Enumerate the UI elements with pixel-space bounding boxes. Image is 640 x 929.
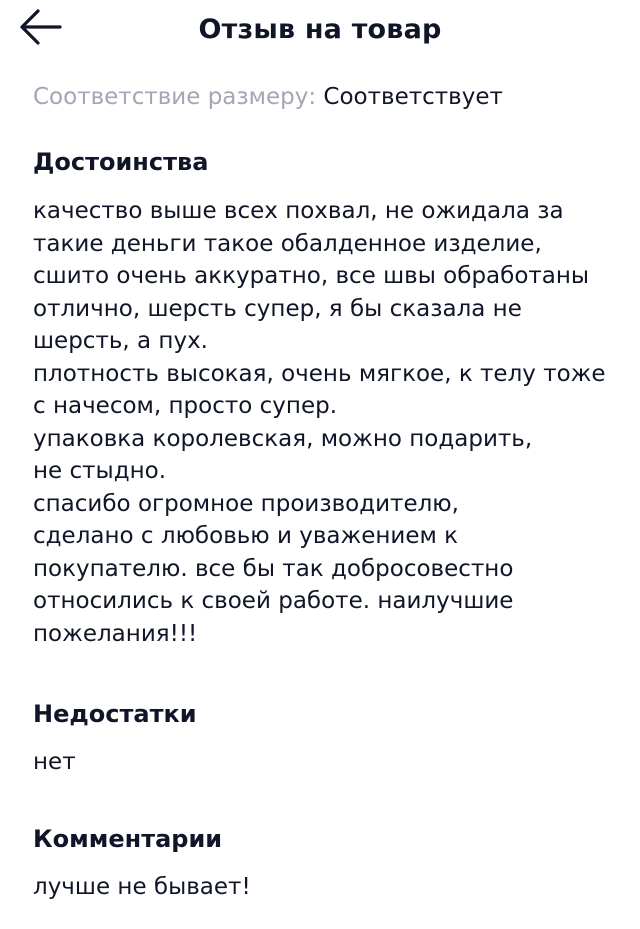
comments-title: Комментарии <box>33 824 223 853</box>
cons-title: Недостатки <box>33 700 197 728</box>
page-title: Отзыв на товар <box>198 14 442 45</box>
cons-text: нет <box>33 749 76 775</box>
pros-title: Достоинства <box>33 148 209 176</box>
review-content <box>33 82 613 903</box>
size-fit-label: Соответствие размеру: <box>33 84 317 110</box>
size-fit-value: Соответствует <box>323 84 503 110</box>
size-fit-row <box>33 82 613 112</box>
header <box>0 0 640 62</box>
comments-text: лучше не бывает! <box>33 873 251 900</box>
pros-text: качество выше всех похвал, не ожидала за такие деньги такое обалденное изделие, сшито очень аккуратно, все швы обработаны отлично, шерсть супер, я бы сказала не шерсть, а пух. плотность высокая, очень мягкое, к телу тоже с начесом, просто супер. упаковка королевская, можно подарить, не стыдно. спасибо огромное производителю, сделано с любовью и уважением к покупателю. все бы так добросовестно относились к своей работе. наилучшие пожелания!!! <box>33 198 606 647</box>
